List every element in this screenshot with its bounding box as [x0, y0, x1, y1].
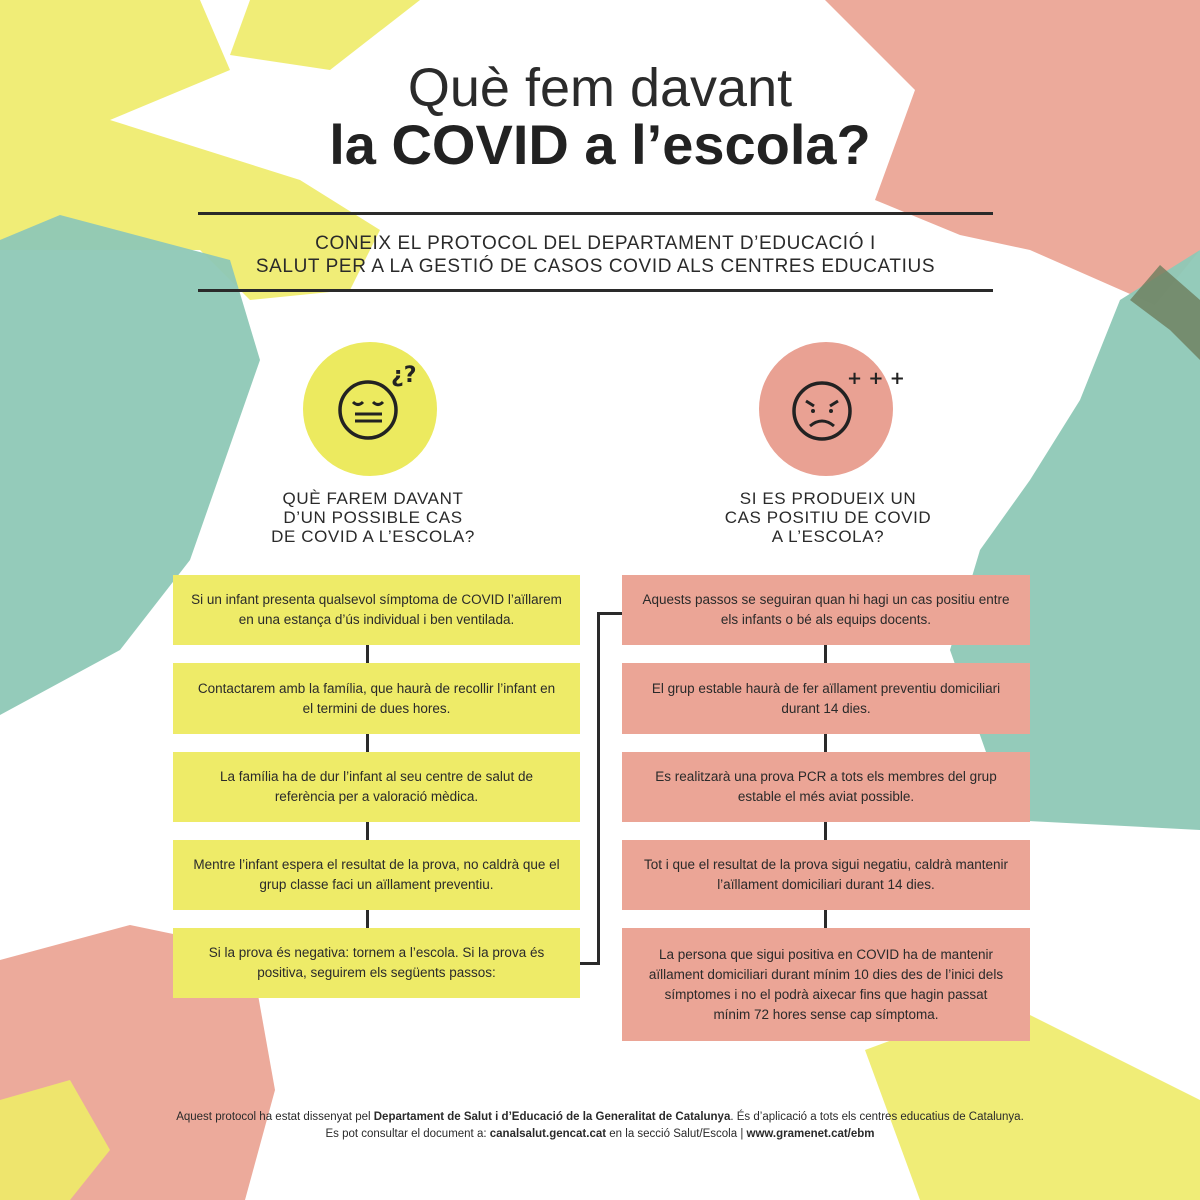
left-column-heading: [248, 489, 498, 546]
teal-shape-right: [950, 250, 1200, 830]
pensive-face-question-icon: [303, 342, 437, 476]
right-heading-line: A L’ESCOLA?: [771, 527, 885, 546]
left-heading-line: D’UN POSSIBLE CAS: [283, 508, 463, 527]
left-step-1: Si un infant presenta qualsevol símptoma de COVID l’aïllarem en una estança d’ús individual i ben ventilada.: [173, 575, 580, 645]
left-connector: [366, 822, 369, 840]
left-heading-line: QUÈ FAREM DAVANT: [282, 489, 464, 508]
right-step-1: Aquests passos se seguiran quan hi hagi un cas positiu entre els infants o bé als equips docents.: [622, 575, 1030, 645]
left-step-3: La família ha de dur l’infant al seu centre de salut de referència per a valoració mèdica.: [173, 752, 580, 822]
canalsalut-link[interactable]: canalsalut.gencat.cat: [489, 1128, 607, 1140]
title-line-1: Què fem davant: [407, 58, 793, 118]
subtitle-line-2: SALUT PER A LA GESTIÓ DE CASOS COVID ALS CENTRES EDUCATIUS: [255, 256, 936, 277]
subtitle-line-1: CONEIX EL PROTOCOL DEL DEPARTAMENT D’EDUCACIÓ I: [315, 233, 876, 254]
right-connector: [824, 910, 827, 928]
title-line-2: la COVID a l’escola?: [329, 113, 871, 176]
footer: [100, 1109, 1100, 1143]
gramenet-link[interactable]: www.gramenet.cat/ebm: [746, 1128, 875, 1140]
sad-face-plus-icon: [759, 342, 905, 476]
cross-connector-vertical: [597, 612, 600, 965]
plus-marks: + + +: [847, 368, 905, 389]
right-step-5: La persona que sigui positiva en COVID ha de mantenir aïllament domiciliari durant mínim 10 dies des de l’inici dels símptomes i no el podrà aixecar fins que hagin passat mínim 72 hores sense cap símptoma.: [622, 928, 1030, 1041]
footer-text: en la secció Salut/Escola |: [606, 1128, 747, 1140]
left-connector: [366, 734, 369, 752]
left-heading-line: DE COVID A L’ESCOLA?: [271, 527, 475, 546]
footer-line-1: [100, 1109, 1100, 1126]
right-step-4: Tot i que el resultat de la prova sigui negatiu, caldrà mantenir l’aïllament domiciliari durant 14 dies.: [622, 840, 1030, 910]
right-step-2: El grup estable haurà de fer aïllament preventiu domiciliari durant 14 dies.: [622, 663, 1030, 734]
left-step-4: Mentre l’infant espera el resultat de la prova, no caldrà que el grup classe faci un aïllament preventiu.: [173, 840, 580, 910]
right-connector: [824, 822, 827, 840]
footer-text: . És d’aplicació a tots els centres educatius de Catalunya.: [730, 1111, 1024, 1123]
left-connector: [366, 910, 369, 928]
right-connector: [824, 645, 827, 663]
divider-bottom: [198, 289, 993, 292]
right-step-3: Es realitzarà una prova PCR a tots els membres del grup estable el més aviat possible.: [622, 752, 1030, 822]
footer-line-2: [100, 1126, 1100, 1143]
right-heading-line: CAS POSITIU DE COVID: [724, 508, 932, 527]
left-connector: [366, 645, 369, 663]
footer-text: Es pot consultar el document a:: [325, 1128, 490, 1140]
footer-departments: Departament de Salut i d’Educació de la Generalitat de Catalunya: [373, 1111, 731, 1123]
cross-connector-top: [597, 612, 622, 615]
right-connector: [824, 734, 827, 752]
subtitle: [198, 232, 993, 278]
question-marks: ¿?: [391, 363, 417, 388]
left-step-5: Si la prova és negativa: tornem a l’escola. Si la prova és positiva, seguirem els següents passos:: [173, 928, 580, 998]
divider-top: [198, 212, 993, 215]
footer-text: Aquest protocol ha estat dissenyat pel: [176, 1111, 374, 1123]
right-heading-line: SI ES PRODUEIX UN: [739, 489, 917, 508]
right-column-heading: [700, 489, 956, 546]
left-step-2: Contactarem amb la família, que haurà de recollir l’infant en el termini de dues hores.: [173, 663, 580, 734]
